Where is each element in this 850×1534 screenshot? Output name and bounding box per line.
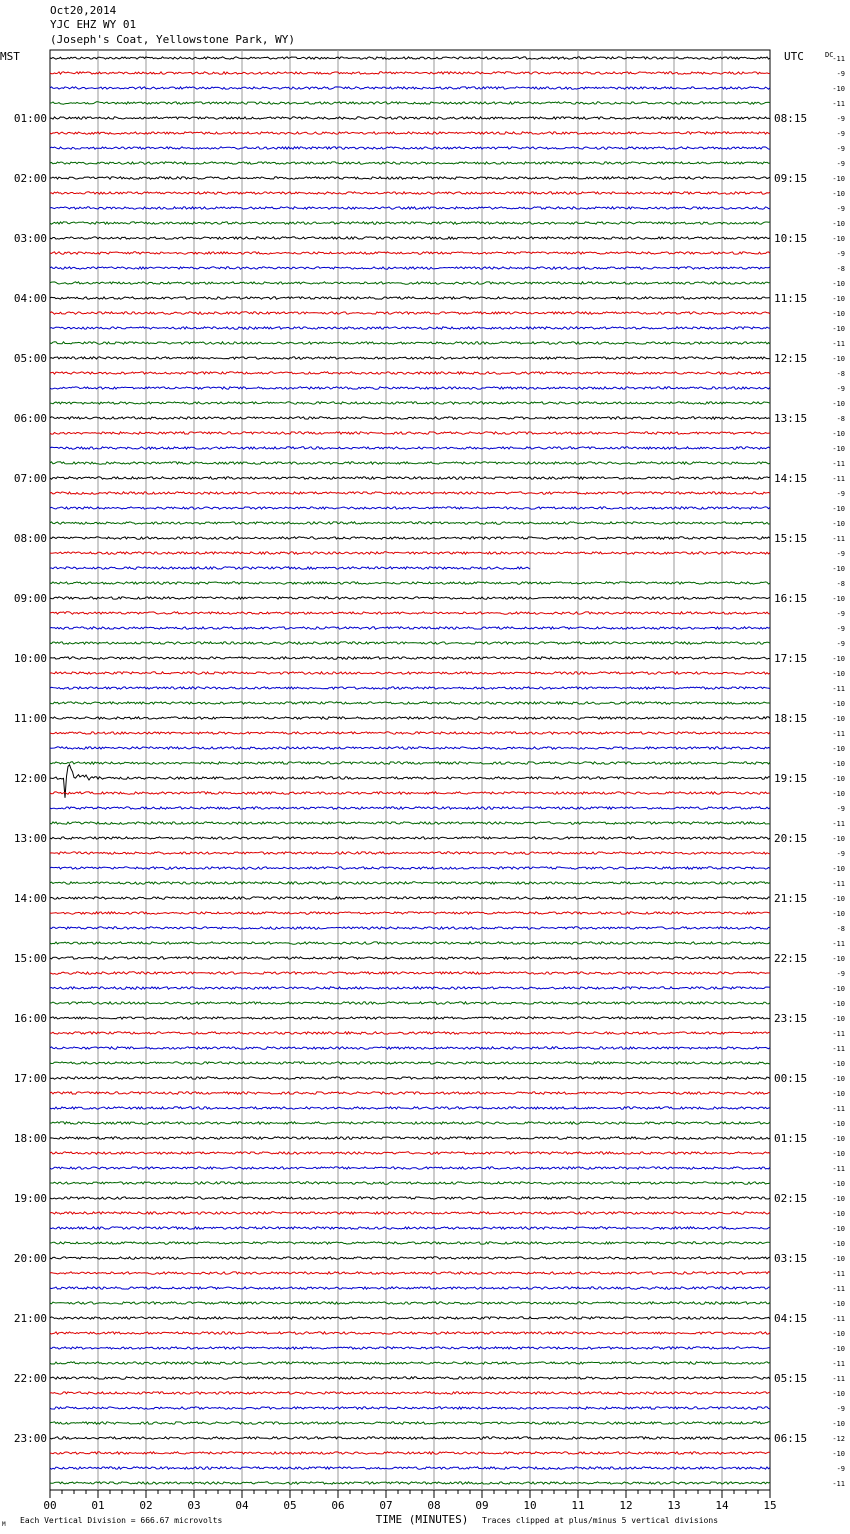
dc-offset-label: -10 [832,1060,845,1068]
trace-line [50,882,770,884]
dc-offset-label: -10 [832,1255,845,1263]
utc-hour-label: 20:15 [774,832,808,845]
dc-offset-label: -10 [832,85,845,93]
trace-line [50,462,770,464]
division-note: Each Vertical Division = 666.67 microvolts [20,1516,223,1525]
dc-offset-label: -10 [832,1300,845,1308]
trace-line [50,267,770,269]
x-tick-label: 04 [235,1499,249,1512]
dc-offset-label: -10 [832,1420,845,1428]
mst-hour-label: 02:00 [13,172,47,185]
trace-line [50,765,770,798]
dc-offset-label: -10 [832,280,845,288]
trace-line [50,867,770,869]
dc-offset-label: -8 [836,265,845,273]
dc-offset-label: -10 [832,520,845,528]
dc-offset-label: -10 [832,835,845,843]
dc-offset-label: -10 [832,295,845,303]
utc-hour-label: 15:15 [774,532,808,545]
dc-label: DC [825,51,834,59]
trace-line [50,417,770,419]
dc-offset-label: -11 [832,1375,845,1383]
utc-hour-label: 06:15 [774,1432,808,1445]
mst-hour-label: 07:00 [13,472,47,485]
mst-hour-label: 05:00 [13,352,47,365]
dc-offset-label: -10 [832,430,845,438]
trace-line [50,1347,770,1349]
trace-line [50,687,770,689]
utc-hour-label: 05:15 [774,1372,808,1385]
trace-line [50,957,770,959]
trace-line [50,1122,770,1124]
dc-offset-label: -8 [836,925,845,933]
trace-line [50,237,770,239]
trace-line [50,597,770,599]
utc-hour-label: 19:15 [774,772,808,785]
trace-line [50,807,770,809]
trace-line [50,492,770,494]
trace-line [50,582,770,584]
trace-line [50,72,770,74]
mst-hour-label: 08:00 [13,532,47,545]
dc-offset-label: -10 [832,655,845,663]
trace-line [50,1002,770,1004]
trace-line [50,1272,770,1274]
x-tick-label: 10 [523,1499,537,1512]
trace-line [50,642,770,644]
trace-line [50,1392,770,1394]
trace-line [50,657,770,659]
trace-line [50,102,770,104]
utc-hour-label: 03:15 [774,1252,808,1265]
x-tick-label: 11 [571,1499,585,1512]
dc-offset-label: -10 [832,235,845,243]
trace-line [50,192,770,194]
trace-line [50,327,770,329]
trace-line [50,1242,770,1244]
trace-line [50,282,770,284]
header-location: (Joseph's Coat, Yellowstone Park, WY) [50,33,296,46]
dc-offset-label: -10 [832,1180,845,1188]
x-tick-label: 03 [187,1499,201,1512]
dc-offset-label: -9 [836,385,845,393]
dc-offset-label: -11 [832,1165,845,1173]
trace-line [50,1407,770,1409]
trace-line [50,1032,770,1034]
dc-offset-label: -10 [832,895,845,903]
trace-line [50,1152,770,1154]
x-axis-label: TIME (MINUTES) [375,1513,469,1526]
x-tick-label: 09 [475,1499,489,1512]
header-date: Oct20,2014 [50,4,117,17]
dc-offset-label: -10 [832,565,845,573]
mst-hour-label: 04:00 [13,292,47,305]
dc-offset-label: -10 [832,190,845,198]
x-tick-label: 01 [91,1499,105,1512]
trace-line [50,1482,770,1484]
dc-offset-label: -10 [832,1450,845,1458]
dc-offset-label: -10 [832,1120,845,1128]
trace-line [50,1212,770,1214]
utc-hour-label: 16:15 [774,592,808,605]
trace-line [50,312,770,314]
mst-hour-label: 16:00 [13,1012,47,1025]
dc-offset-label: -11 [832,340,845,348]
dc-offset-label: -11 [832,460,845,468]
trace-line [50,1287,770,1289]
mst-hour-label: 09:00 [13,592,47,605]
dc-offset-label: -11 [832,1285,845,1293]
dc-offset-label: -10 [832,1090,845,1098]
trace-line [50,912,770,914]
dc-offset-label: -9 [836,805,845,813]
trace-line [50,927,770,929]
dc-offset-label: -11 [832,1315,845,1323]
dc-offset-label: -9 [836,145,845,153]
utc-hour-label: 21:15 [774,892,808,905]
trace-line [50,522,770,524]
trace-line [50,1137,770,1139]
dc-offset-label: -10 [832,790,845,798]
dc-offset-label: -10 [832,1330,845,1338]
mst-hour-label: 23:00 [13,1432,47,1445]
dc-offset-label: -9 [836,640,845,648]
dc-offset-label: -9 [836,70,845,78]
trace-line [50,627,770,629]
trace-line [50,612,770,614]
trace-line [50,822,770,824]
dc-offset-label: -10 [832,325,845,333]
trace-line [50,1077,770,1079]
clip-note: Traces clipped at plus/minus 5 vertical divisions [482,1516,719,1525]
dc-offset-label: -11 [832,880,845,888]
header-station: YJC EHZ WY 01 [50,18,137,31]
mst-hour-label: 19:00 [13,1192,47,1205]
trace-line [50,1197,770,1199]
utc-hour-label: 12:15 [774,352,808,365]
x-tick-label: 14 [715,1499,729,1512]
dc-offset-label: -11 [832,1105,845,1113]
trace-line [50,1332,770,1334]
trace-line [50,1227,770,1229]
trace-line [50,372,770,374]
dc-offset-label: -11 [832,1030,845,1038]
dc-offset-label: -9 [836,160,845,168]
trace-line [50,1107,770,1109]
dc-offset-label: -9 [836,550,845,558]
dc-offset-label: -11 [832,940,845,948]
trace-line [50,402,770,404]
dc-offset-label: -10 [832,1015,845,1023]
dc-offset-label: -10 [832,1000,845,1008]
mst-hour-label: 22:00 [13,1372,47,1385]
trace-line [50,762,770,764]
trace-line [50,1092,770,1094]
dc-offset-label: -10 [832,1390,845,1398]
dc-offset-label: -10 [832,1150,845,1158]
dc-offset-label: -8 [836,415,845,423]
x-tick-label: 12 [619,1499,633,1512]
dc-offset-label: -9 [836,1465,845,1473]
dc-offset-label: -11 [832,100,845,108]
utc-hour-label: 18:15 [774,712,808,725]
trace-line [50,1452,770,1454]
dc-offset-label: -10 [832,1240,845,1248]
trace-line [50,747,770,749]
trace-line [50,852,770,854]
utc-hour-label: 02:15 [774,1192,808,1205]
mst-hour-label: 03:00 [13,232,47,245]
utc-hour-label: 10:15 [774,232,808,245]
utc-label: UTC [784,50,804,63]
dc-offset-label: -10 [832,985,845,993]
mst-hour-label: 06:00 [13,412,47,425]
dc-offset-label: -9 [836,130,845,138]
trace-line [50,537,770,539]
mst-hour-label: 17:00 [13,1072,47,1085]
dc-offset-label: -10 [832,865,845,873]
dc-offset-label: -12 [832,1435,845,1443]
utc-hour-label: 17:15 [774,652,808,665]
trace-line [50,147,770,149]
dc-offset-label: -11 [832,475,845,483]
trace-line [50,162,770,164]
dc-offset-label: -9 [836,490,845,498]
trace-line [50,117,770,119]
trace-line [50,252,770,254]
dc-offset-label: -11 [832,1270,845,1278]
mst-hour-label: 13:00 [13,832,47,845]
dc-offset-label: -10 [832,1075,845,1083]
dc-offset-label: -10 [832,955,845,963]
x-tick-label: 02 [139,1499,153,1512]
dc-offset-label: -10 [832,910,845,918]
dc-offset-label: -10 [832,700,845,708]
dc-offset-label: -11 [832,1045,845,1053]
trace-line [50,432,770,434]
dc-offset-label: -10 [832,715,845,723]
utc-hour-label: 04:15 [774,1312,808,1325]
trace-line [50,87,770,89]
dc-offset-label: -9 [836,970,845,978]
x-tick-label: 00 [43,1499,57,1512]
utc-hour-label: 11:15 [774,292,808,305]
dc-offset-label: -10 [832,1195,845,1203]
mst-label: MST [0,50,20,63]
dc-offset-label: -11 [832,685,845,693]
utc-hour-label: 08:15 [774,112,808,125]
trace-line [50,447,770,449]
x-tick-label: 13 [667,1499,681,1512]
dc-offset-label: -11 [832,1360,845,1368]
trace-line [50,357,770,359]
trace-line [50,1257,770,1259]
corner-mark: M [2,1521,6,1528]
trace-line [50,1182,770,1184]
trace-line [50,57,770,59]
dc-offset-label: -9 [836,625,845,633]
dc-offset-label: -10 [832,400,845,408]
dc-offset-label: -10 [832,505,845,513]
trace-line [50,387,770,389]
dc-offset-label: -8 [836,370,845,378]
trace-line [50,672,770,674]
trace-line [50,507,770,509]
trace-line [50,207,770,209]
utc-hour-label: 00:15 [774,1072,808,1085]
trace-line [50,942,770,944]
trace-line [50,1062,770,1064]
dc-offset-label: -9 [836,205,845,213]
trace-line [50,132,770,134]
dc-offset-label: -10 [832,355,845,363]
dc-offset-label: -10 [832,775,845,783]
trace-line [50,1362,770,1364]
utc-hour-label: 13:15 [774,412,808,425]
mst-hour-label: 12:00 [13,772,47,785]
dc-offset-label: -9 [836,1405,845,1413]
trace-line [50,897,770,899]
dc-offset-label: -11 [832,730,845,738]
dc-offset-label: -10 [832,1210,845,1218]
mst-hour-label: 18:00 [13,1132,47,1145]
trace-line [50,297,770,299]
mst-hour-label: 20:00 [13,1252,47,1265]
trace-line [50,222,770,224]
dc-offset-label: -10 [832,175,845,183]
dc-offset-label: -11 [832,535,845,543]
trace-line [50,342,770,344]
trace-line [50,1167,770,1169]
dc-offset-label: -10 [832,595,845,603]
dc-offset-label: -10 [832,1225,845,1233]
mst-hour-label: 01:00 [13,112,47,125]
utc-hour-label: 23:15 [774,1012,808,1025]
trace-line [50,177,770,179]
mst-hour-label: 14:00 [13,892,47,905]
mst-hour-label: 15:00 [13,952,47,965]
trace-line [50,1422,770,1424]
dc-offset-label: -9 [836,850,845,858]
trace-line [50,1377,770,1379]
trace-line [50,702,770,704]
trace-line [50,1437,770,1439]
dc-offset-label: -9 [836,250,845,258]
mst-hour-label: 11:00 [13,712,47,725]
dc-offset-label: -11 [832,1480,845,1488]
trace-line [50,1017,770,1019]
trace-line [50,552,770,554]
trace-line [50,717,770,719]
dc-offset-label: -10 [832,445,845,453]
plot-frame [50,50,770,1490]
dc-offset-label: -10 [832,1345,845,1353]
trace-line [50,477,770,479]
dc-offset-label: -11 [832,55,845,63]
trace-line [50,1302,770,1304]
trace-line [50,1317,770,1319]
x-tick-label: 15 [763,1499,777,1512]
trace-line [50,732,770,734]
trace-line [50,1467,770,1469]
dc-offset-label: -11 [832,820,845,828]
utc-hour-label: 09:15 [774,172,808,185]
x-tick-label: 07 [379,1499,393,1512]
mst-hour-label: 21:00 [13,1312,47,1325]
utc-hour-label: 22:15 [774,952,808,965]
trace-line [50,837,770,839]
dc-offset-label: -10 [832,310,845,318]
dc-offset-label: -10 [832,745,845,753]
x-tick-label: 08 [427,1499,441,1512]
x-tick-label: 05 [283,1499,297,1512]
dc-offset-label: -8 [836,580,845,588]
mst-hour-label: 10:00 [13,652,47,665]
dc-offset-label: -10 [832,670,845,678]
dc-offset-label: -9 [836,610,845,618]
x-tick-label: 06 [331,1499,345,1512]
utc-hour-label: 01:15 [774,1132,808,1145]
dc-offset-label: -10 [832,760,845,768]
dc-offset-label: -9 [836,115,845,123]
dc-offset-label: -10 [832,220,845,228]
trace-line [50,987,770,989]
trace-line [50,1047,770,1049]
dc-offset-label: -10 [832,1135,845,1143]
trace-line [50,792,770,794]
utc-hour-label: 14:15 [774,472,808,485]
trace-line [50,972,770,974]
